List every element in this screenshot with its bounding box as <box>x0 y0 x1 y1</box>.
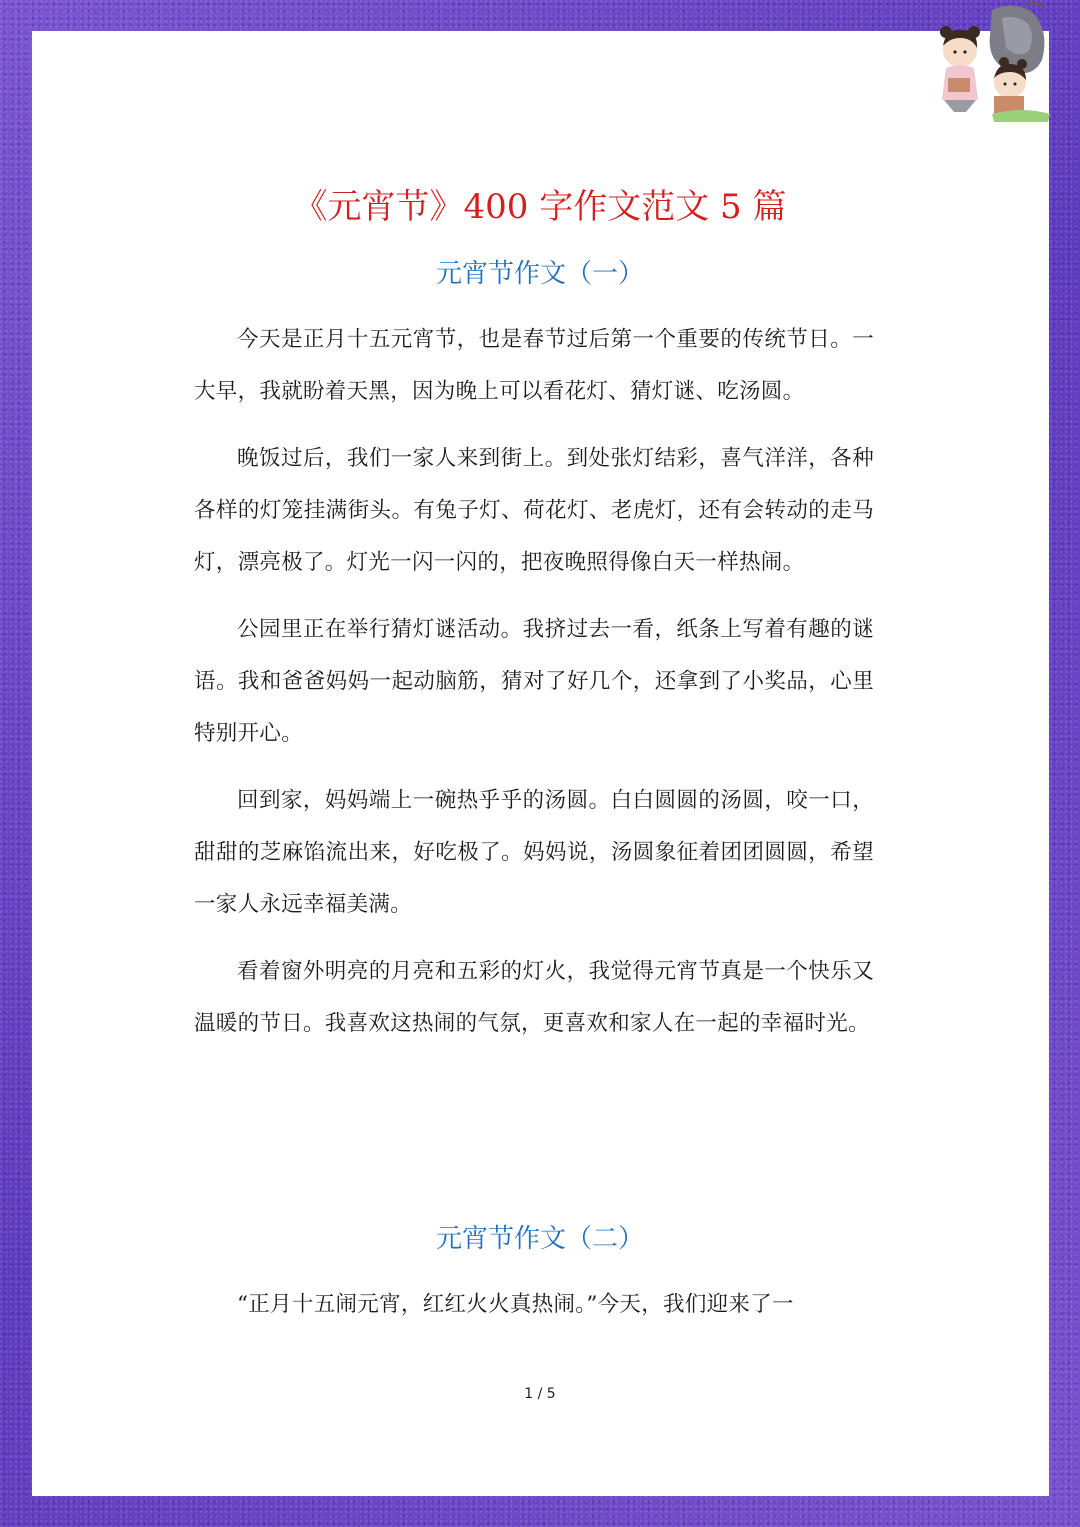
essay-1-body <box>194 314 874 1065</box>
essay-2-paragraph-1: “正月十五闹元宵，红红火火真热闹。”今天，我们迎来了一 <box>237 1292 794 1317</box>
essay-1-paragraph-3: 公园里正在举行猜灯谜活动。我挤过去一看，纸条上写着有趣的谜语。我和爸爸妈妈一起动脑筋，猜对了好几个，还拿到了小奖品，心里特别开心。 <box>194 617 874 746</box>
essay-1-paragraph-1: 今天是正月十五元宵节，也是春节过后第一个重要的传统节日。一大早，我就盼着天黑，因为晚上可以看花灯、猜灯谜、吃汤圆。 <box>194 327 874 404</box>
essay-1-paragraph-4: 回到家，妈妈端上一碗热乎乎的汤圆。白白圆圆的汤圆，咬一口，甜甜的芝麻馅流出来，好吃极了。妈妈说，汤圆象征着团团圆圆，希望一家人永远幸福美满。 <box>194 788 874 917</box>
essay-1-heading: 元宵节作文（一） <box>435 259 644 289</box>
essay-2-body <box>194 1279 874 1346</box>
reading-children-illustration <box>932 0 1052 125</box>
page-number: 1 / 5 <box>524 1386 556 1402</box>
essay-1-paragraph-5: 看着窗外明亮的月亮和五彩的灯火，我觉得元宵节真是一个快乐又温暖的节日。我喜欢这热闹的气氛，更喜欢和家人在一起的幸福时光。 <box>194 959 874 1036</box>
document-title: 《元宵节》400 字作文范文 5 篇 <box>293 187 787 227</box>
essay-2-heading: 元宵节作文（二） <box>435 1224 644 1254</box>
essay-1-paragraph-2: 晚饭过后，我们一家人来到街上。到处张灯结彩，喜气洋洋，各种各样的灯笼挂满街头。有兔子灯、荷花灯、老虎灯，还有会转动的走马灯，漂亮极了。灯光一闪一闪的，把夜晚照得像白天一样热闹。 <box>194 446 874 575</box>
